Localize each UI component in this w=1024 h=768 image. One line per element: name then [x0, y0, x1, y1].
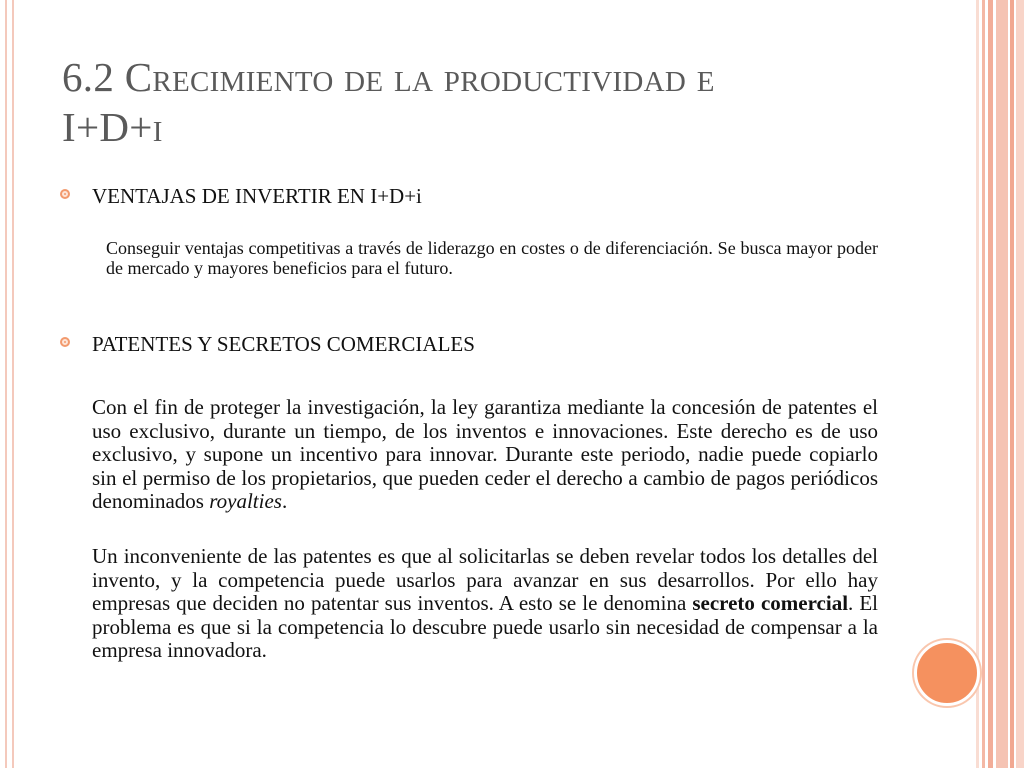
stripe — [976, 0, 979, 768]
text-run: Un inconveniente de las patentes es que al solicitarlas se deben revelar todos los detalles del invento, y la competencia puede usarlos para avanzar en sus desarrollos. Por ello hay empresas que deciden no patentar sus inventos. A esto se le denomina — [92, 544, 878, 615]
slide-title-line2: I+D+i — [62, 104, 163, 150]
ventajas-text: Conseguir ventajas competitivas a través de liderazgo en costes o de diferenciación. Se busca mayor poder de mercado y mayores beneficios para el futuro. — [106, 238, 878, 278]
text-run: Con el fin de proteger la investigación, la ley garantiza mediante la concesión de patentes el uso exclusivo, durante un tiempo, de los inventos e innovaciones. Este derecho es de uso exclusivo, y supone un incentivo para innovar. Durante este periodo, nadie puede copiarlo sin el permiso de los propietarios, que pueden ceder el derecho a cambio de pagos periódicos denominados — [92, 395, 878, 513]
circle-bullet-icon — [60, 337, 70, 347]
secreto-comercial-term: secreto comercial — [692, 591, 849, 615]
stripe — [996, 0, 1008, 768]
patentes-paragraph-2 — [92, 545, 878, 663]
stripe — [982, 0, 985, 768]
bullet-heading: PATENTES Y SECRETOS COMERCIALES — [92, 332, 475, 356]
slide-title-line1: 6.2 Crecimiento de la productividad e — [62, 54, 715, 100]
orange-circle-decoration — [914, 640, 980, 706]
left-border-line — [12, 0, 14, 768]
royalties-term: royalties — [209, 489, 282, 513]
patentes-paragraph-1 — [92, 396, 878, 514]
stripe — [1010, 0, 1014, 768]
slide-title — [62, 52, 882, 152]
stripe — [1016, 0, 1024, 768]
bullet-heading: VENTAJAS DE INVERTIR EN I+D+i — [92, 184, 422, 208]
right-decorative-stripes — [976, 0, 1024, 768]
text-run: . — [281, 489, 288, 513]
circle-bullet-icon — [60, 189, 70, 199]
left-border-line — [5, 0, 7, 768]
stripe — [988, 0, 993, 768]
text-run: . El problema es que si la competencia lo descubre puede usarlo sin necesidad de compensar a la empresa innovadora. — [92, 591, 878, 662]
